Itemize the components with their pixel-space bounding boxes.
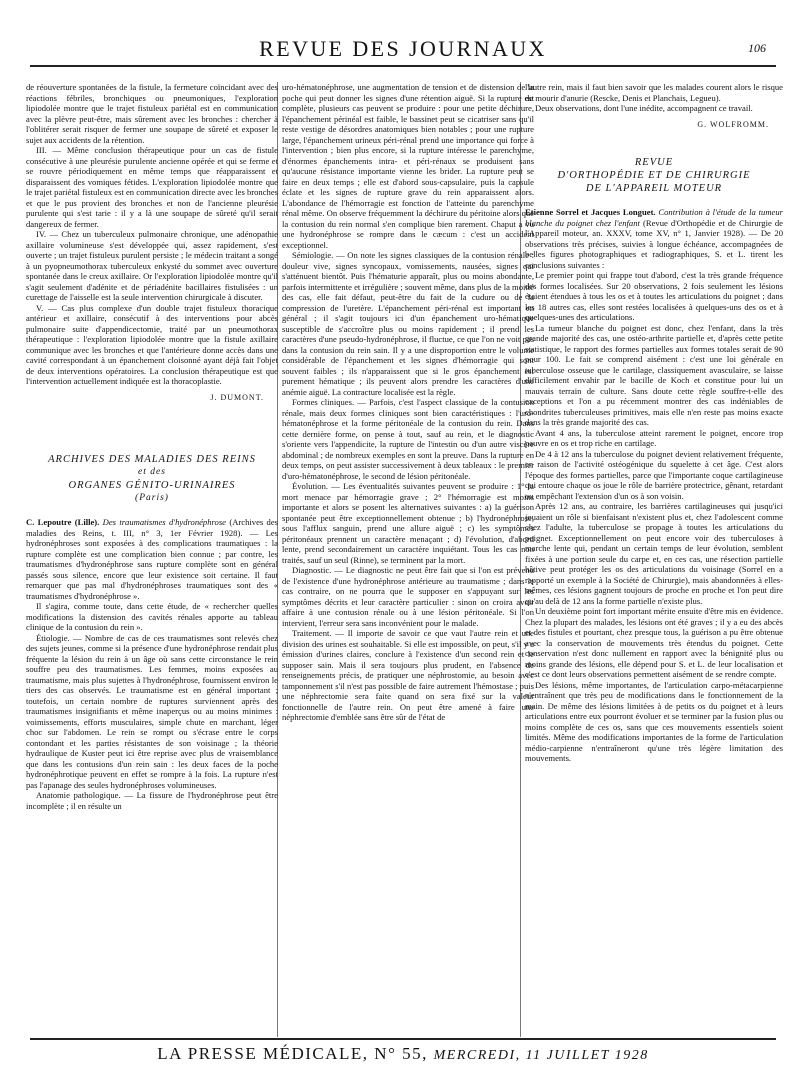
paragraph: Sémiologie. — On note les signes classiques de la contusion rénale : douleur vive, signes syncopaux, vomissements, nausées, signes qui s'atténuent bientôt. Puis l'hématurie apparaît, plus ou moins abondante, parfois intermittente et irrégulière ; souvent même, dans plus de la moitié des cas, elle fait défaut, peut-être du fait de la cudure ou de la compression de l'uretère. L'épanchement péri-rénal est important en général ; il s'agit toujours ici d'un épanchement uro-hématique susceptible de s'accroître plus ou moins rapidement ; il prend les caractères d'une pseudo-hydronéphrose, il fluctue, ce que l'on ne voit pas dans la contusion du rein sain. Il y a une disproportion entre le volume considérable de l'épanchement et les signes d'hémorragie qui sont souvent faibles ; ils n'apparaissent que si le gros épanchement est purement hématique ; ils peuvent alors prendre les caractères d'une anémie aiguë. La contracture localisée est la règle. (282, 250, 534, 397)
header-rule (30, 65, 776, 67)
issue-date: MERCREDI, 11 JUILLET 1928 (433, 1048, 649, 1063)
journal-section-heading: ARCHIVES DES MALADIES DES REINS (48, 454, 256, 465)
journal-section-heading: DE L'APPAREIL MOTEUR (585, 183, 723, 194)
article-reference: (Revue d'Orthopédie et de Chirurgie de l'Appareil moteur, an. XXXV, tome XV, n° 1, Janvier 1928). — De 20 observations très précises, suivies à longue échéance, accompagnées de belles figures photographiques et radiographiques, S. et L. tirent les conclusions suivantes : (525, 217, 783, 270)
author-signature: G. WOLFROMM. (697, 119, 769, 129)
article-lead (26, 517, 278, 601)
column-left (26, 82, 278, 1042)
paragraph: Avant 4 ans, la tuberculose atteint rarement le poignet, encore trop pauvre en os et trop riche en cartilage. (525, 427, 783, 448)
journal-section-heading: et des (138, 467, 166, 477)
page-footer (30, 1038, 776, 1068)
paragraph: Évolution. — Les éventualités suivantes peuvent se produire : 1° la mort menace par hémorragie grave ; 2° l'hémorragie est moins importante et alors se posent les alternatives suivantes : a) la guérison spontanée peut être exceptionnellement obtenue ; b) l'hydronéphrose, sous l'afflux sanguin, prend une allure aiguë ; c) les symptômes péritonéaux prennent un caractère menaçant ; d) l'évolution, d'abord lente, prend secondairement un caractère inquiétant. Tous les cas non traités, sauf un seul (Rinne), se terminent par la mort. (282, 481, 534, 565)
article-title: Des traumatismes d'hydronéphrose (102, 517, 227, 527)
paragraph: Il s'agira, comme toute, dans cette étude, de « rechercher quelles modifications la distension des cavités rénales apporte au tableau clinique de la contusion du rein ». (26, 601, 278, 632)
paragraph: de réouverture spontanées de la fistule, la fermeture coïncidant avec des réactions fébriles, bronchiques ou pneumoniques, l'exploration lipiodolée montre que le trajet fistuleux pariétal est en communication avec la plèvre peut-être, mais sûrement avec les bronches : chercher à l'oblitérer serait risquer de fermer une soupape de sûreté et exposer le sujet aux accidents de la rétention. (26, 82, 278, 145)
paragraph: Traitement. — Il importe de savoir ce que vaut l'autre rein et une division des urines est souhaitable. Si elle est impossible, on peut, s'il y a émission d'urines claires, conclure à l'existence d'un second rein et le supposer sain. Mais il sera toujours plus prudent, en l'absence de renseignements précis, de pratiquer une néphrostomie, au besoin avec tamponnement s'il n'est pas possible de faire autrement l'hémostase ; puis une néphrectomie sera faite quand on sera fixé sur la valeur fonctionnelle de l'autre rein. On peut être amené à faire une néphrectomie d'emblée sans être sûr de l'état de (282, 628, 534, 722)
section-title: REVUE DES JOURNAUX (259, 36, 547, 61)
paragraph: Des lésions, même importantes, de l'articulation carpo-métacarpienne n'entraînent que très peu de modifications dans le fonctionnement de la main. De même des lésions limitées à de petits os du poignet et à leurs articulations entre eux pourront évoluer et se terminer par la fusion plus ou moins complète de ces os, sans que ces mouvements essentiels soient limités. Même des modifications importantes de la forme de l'articulation médio-carpienne n'entraîneront qu'une très légère limitation des mouvements. (525, 679, 783, 763)
paragraph: Formes cliniques. — Parfois, c'est l'aspect classique de la contusion rénale, mais deux formes cliniques sont bien caractéristiques : l'uro-hématonéphrose et la forme péritonéale de la contusion du rein. Dans cette dernière forme, on pense à tout, sauf au rein, et le diagnostic s'oriente vers l'appendicite, la rupture de l'intestin ou d'un autre viscère abdominal ; de nombreux exemples en sont la preuve. Dans la rupture en deux temps, on peut assister successivement à deux tableaux : le premier d'uro-hématonéphrose, le second de lésion péritonéale. (282, 397, 534, 481)
article-reference: (Archives des maladies des Reins, t. III, n° 3, 1er Février 1928). — Les hydronéphroses sont exposées à des complications traumatiques : la rupture complète est une complication bien connue ; par contre, les traumatismes d'hydronéphrose sans rupture complète sont en général passés sous silence, encore que leur existence soit certaine. Il faut remarquer que pas mal d'hydronéphroses traumatiques sont des « traumatismes d'hydronéphrose ». (26, 517, 278, 601)
paragraph: Diagnostic. — Le diagnostic ne peut être fait que si l'on est prévenu de l'existence d'une hydronéphrose antérieure au traumatisme ; dans le cas contraire, on ne pourra que le supposer en s'appuyant sur les symptômes décrits et leur caractère particulier : sinon on croira avoir affaire à une contusion rénale ou à une lésion péritonéale. Si l'on intervient, l'erreur sera sans inconvénient pour le malade. (282, 565, 534, 628)
paragraph: III. — Même conclusion thérapeutique pour un cas de fistule consécutive à une pleurésie purulente ancienne opérée et qui se ferme et se rouvre périodiquement en même temps que réapparaissent et disparaissent des vomiques fétides. L'exploration lipiodolée montre que le trajet pariétal fistuleux est en communication directe avec les bronches et que le pus provient des bronches et non de l'ancienne pleurésie purulente qui s'est tarie : il y a là une soupape de sûreté qu'il serait dangereux de fermer. (26, 145, 278, 229)
journal-section-heading: D'ORTHOPÉDIE ET DE CHIRURGIE (557, 170, 751, 181)
paragraph: Le premier point qui frappe tout d'abord, c'est la très grande fréquence des formes localisées. Sur 20 observations, 2 fois seulement les lésions étaient étendues à tous les os et à toutes les articulations du poignet ; dans les 18 autres cas, elles sont restées localisées à quelques-uns des os et à quelques-unes des articulations. (525, 270, 783, 322)
column-middle (282, 82, 534, 1042)
author-signature: J. DUMONT. (210, 392, 264, 402)
paragraph: Après 12 ans, au contraire, les barrières cartilagineuses qui jusqu'ici jouaient un rôle si bienfaisant n'existent plus et, chez l'adolescent comme chez l'adulte, la tuberculose se propage à toutes les articulations du poignet. Exceptionnellement on peut encore voir des tuberculoses à marche lente qui, pendant un certain temps de leur évolution, semblent fixées à une portion seule du carpe et, en ces cas, une résection partielle hâtive peut protéger les os des articulations du voisinage (Sorrel en a rapporté un exemple à la Société de Chirurgie), mais abandonnées à elles-mêmes, ces lésions gagnent toujours de proche en proche et l'on peut dire qu'au delà de 12 ans la forme partielle n'existe plus. (525, 501, 783, 606)
page-number: 106 (748, 41, 766, 55)
journal-name: LA PRESSE MÉDICALE, (157, 1044, 369, 1063)
issue-number: N° 55, (374, 1044, 428, 1063)
paragraph: De 4 à 12 ans la tuberculose du poignet devient relativement fréquente, en raison de l'activité ostéogénique du squelette à cet âge. C'est alors l'époque des formes partielles, parce que l'importante coque cartilagineuse qui entoure chaque os joue le rôle de barrière protectrice, gênant, retardant ou empêchant l'extension d'un os à son voisin. (525, 448, 783, 501)
paragraph: Deux observations, dont l'une inédite, accompagnent ce travail. (535, 103, 753, 113)
paragraph: Étiologie. — Nombre de cas de ces traumatismes sont relevés chez des sujets jeunes, comme si la présence d'une hydronéphrose rendait plus fréquente la lésion du rein à un âge où sans cette circonstance le rein souffre peu des traumatismes. Les femmes, moins exposées au traumatisme, mais plus sujettes à l'hydronéphrose, fournissent environ le tiers des cas observés. Le traumatisme est en général important ; toutefois, un certain nombre de ruptures surviennent après des traumatismes insignifiants et même inaperçus ou au moins minimes : voimissements, efforts musculaires, simple chute en marchant, léger choc sur l'abdomen. Le rein se rompt ou s'écrase entre le corps contondant et les parties résistantes de son voisinage ; la théorie hydraulique de Kuster peut ici être reprise avec plus de vraisemblance que dans les contusions d'un rein sain : les deux faces de la poche hydronéphrotique peuvent en effet se rompre à la fois. La rupture n'est pas l'apanage des seules hydronéphroses volumineuses. (26, 632, 278, 790)
paragraph: La tumeur blanche du poignet est donc, chez l'enfant, dans la très grande majorité des cas, une ostéo-arthrite partielle et, d'après cette petite statistique, le rapport des formes partielles aux formes totales serait de 90 pour 100. Le fait se comprend aisément : c'est une loi générale en tuberculose osseuse que le cartilage, classiquement avasculaire, se laisse difficilement envahir par le bacille de Koch et constitue pour lui un mauvais terrain de culture. Sans doute cette règle souffre-t-elle des exceptions et l'on a pu récemment montrer des cas indéniables de chondrites tuberculeuses primitives, mais elle n'en reste pas moins exacte dans la très grande majorité des cas. (525, 322, 783, 427)
paragraph: l'autre rein, mais il faut bien savoir que les malades courent alors le risque de mourir d'anurie (Rescke, Denis et Planchais, Legueu). (525, 82, 783, 103)
footer-rule (30, 1038, 776, 1040)
journal-section-heading: REVUE (634, 157, 674, 168)
footer-line (30, 1044, 776, 1064)
journal-section-heading: ORGANES GÉNITO-URINAIRES (68, 480, 236, 491)
article-author: Etienne Sorrel et Jacques Longuet. (525, 207, 656, 217)
article-title: Contribution à l'étude de la tumeur blanche du poignet chez l'enfant (525, 207, 783, 228)
paragraph: V. — Cas plus complexe d'un double trajet fistuleux thoracique antérieur et axillaire, consécutif à des interventions pour abcès pulmonaire suite d'appendicectomie, traité par un pneumothorax thérapeutique : l'exploration lipiodolée montre que la fistule axillaire communique avec les bronches et que l'antérieure donne accès dans une cavité correspondant à un épanchement cloisonné ayant déjà fait l'objet de deux interventions opératoires. La conclusion thérapeutique est que l'intervention actuellement indiquée est la thoracoplastie. (26, 302, 278, 386)
article-author: C. Lepoutre (Lille). (26, 517, 100, 527)
paragraph: IV. — Chez un tuberculeux pulmonaire chronique, une adénopathie axillaire volumineuse s'est développée qui, assez rapidement, s'est ouverte ; un trajet fistuleux purulent persiste ; le médecin traitant a songé à un pyopneumothorax tuberculeux enkysté du sommet avec ouverture spontanée dans le creux axillaire. Or l'exploration lipiodolée montre qu'il s'agit seulement d'adénite et de périadénite bacillaires fistulisées : un curettage de l'aisselle est la seule intervention chirurgicale à discuter. (26, 229, 278, 302)
page-header (30, 36, 776, 66)
journal-section-city: (Paris) (135, 493, 169, 503)
paragraph: Un deuxième point fort important mérite ensuite d'être mis en évidence. Chez la plupart des malades, les lésions ont été graves ; il y a eu des abcès et des fistules et pourtant, chez presque tous, la guérison a pu être obtenue avec la conservation de mouvements très étendus du poignet. Cette conservation n'est donc nullement en rapport avec la bénignité plus ou moins grande des lésions, elle dépend pour S. et L. de leur localisation et c'est ce dont leurs observations permettent aisément de se rendre compte. (525, 606, 783, 679)
paragraph: uro-hématonéphrose, une augmentation de tension et de distension de la poche qui peut donner les signes d'une rétention aiguë. Si la rupture est complète, plusieurs cas peuvent se produire : pour une petite déchirure, l'épanchement périnéal est faible, le bassinet peut se cicatriser sans qu'il reste vestige de désordres anatomiques bien notables ; pour une rupture large, l'épanchement urineux péri-rénal prend une importance qui force à l'intervention ; bien plus encore, si la rupture intéresse le parenchyme, d'énormes épanchements intra- et péri-rénaux se produisent sans qu'aucune résistance importante vienne les brider. La rupture peut se faire en deux temps ; elle est d'abord sous-capsulaire, puis la capsule éclate et les signes de rupture grave du rein apparaissent alors. L'abondance de l'hémorragie est fonction de l'atteinte du parenchyme rénal même. On observe fréquemment la déchirure du péritoine alors que la contusion du rein normal s'en complique bien rarement. Chaput a vu une hydronéphrose se rompre dans le cæcum : c'est un accident exceptionnel. (282, 82, 534, 250)
article-lead (525, 207, 783, 270)
paragraph: Anatomie pathologique. — La fissure de l'hydronéphrose peut être incomplète ; il en résulte un (26, 790, 278, 811)
column-right (525, 82, 783, 1042)
